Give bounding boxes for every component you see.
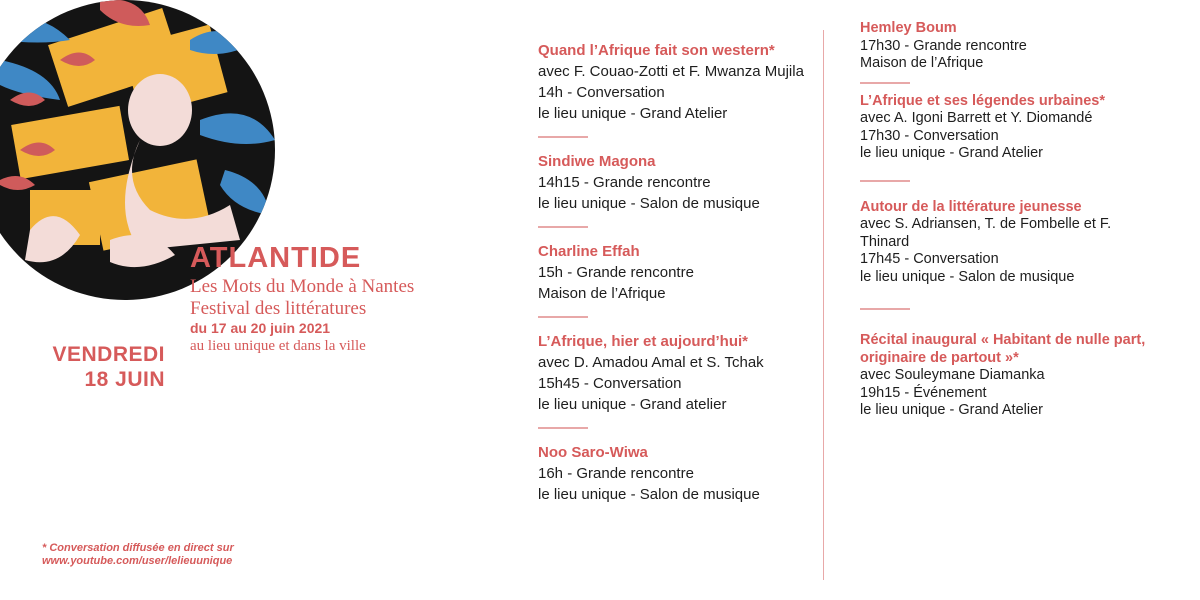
event-location: le lieu unique - Grand Atelier [860, 145, 1043, 161]
event-title: Hemley Boum [860, 20, 957, 36]
event-title: Autour de la littérature jeunesse [860, 198, 1082, 215]
event-item [860, 93, 1160, 163]
event-title: Charline Effah [538, 243, 640, 260]
event-divider [538, 316, 588, 318]
program-column-2 [860, 20, 1160, 420]
event-divider [860, 180, 910, 182]
program-column-1 [538, 40, 808, 505]
event-item [538, 241, 808, 304]
event-participants: avec A. Igoni Barrett et Y. Diomandé [860, 110, 1093, 126]
event-time: 17h30 - Conversation [860, 127, 999, 144]
event-divider [538, 136, 588, 138]
livestream-footnote [42, 542, 342, 568]
event-location: Maison de l’Afrique [538, 285, 666, 302]
event-title: L’Afrique et ses légendes urbaines* [860, 92, 1105, 109]
event-title: Sindiwe Magona [538, 153, 656, 170]
event-location: Maison de l’Afrique [860, 55, 984, 71]
event-time: 14h15 - Grande rencontre [538, 174, 711, 191]
event-participants: avec Souleymane Diamanka [860, 367, 1045, 383]
event-divider [538, 226, 588, 228]
festival-subtitle: Les Mots du Monde à Nantes [190, 276, 415, 297]
event-divider [860, 308, 910, 310]
event-location: le lieu unique - Salon de musique [860, 268, 1075, 285]
program-day: VENDREDI [52, 343, 165, 366]
festival-venue: au lieu unique et dans la ville [190, 338, 366, 354]
event-divider [538, 427, 588, 429]
event-location: le lieu unique - Grand Atelier [860, 402, 1043, 418]
event-item [538, 151, 808, 214]
column-divider [823, 30, 824, 580]
footnote-text: * Conversation diffusée en direct sur [42, 542, 234, 554]
event-item [860, 20, 1160, 73]
festival-dates: du 17 au 20 juin 2021 [190, 320, 331, 336]
event-title: Noo Saro-Wiwa [538, 444, 648, 461]
event-time: 17h45 - Conversation [860, 251, 999, 267]
footnote-url: www.youtube.com/user/lelieuunique [42, 555, 233, 567]
program-date [20, 342, 165, 392]
program-day-date: 18 JUIN [84, 368, 165, 391]
event-location: le lieu unique - Grand Atelier [538, 105, 728, 122]
event-item [538, 331, 808, 415]
event-location: le lieu unique - Salon de musique [538, 486, 760, 503]
event-participants: avec F. Couao-Zotti et F. Mwanza Mujila [538, 63, 804, 80]
event-divider [860, 82, 910, 84]
event-time: 15h45 - Conversation [538, 375, 682, 392]
event-item [860, 332, 1160, 420]
event-time: 16h - Grande rencontre [538, 465, 694, 482]
festival-type: Festival des littératures [190, 298, 367, 319]
event-item [860, 199, 1160, 287]
event-time: 19h15 - Événement [860, 384, 987, 401]
event-participants: avec S. Adriansen, T. de Fombelle et F. Thinard [860, 216, 1112, 250]
event-title: Quand l’Afrique fait son western* [538, 42, 775, 59]
event-item [538, 442, 808, 505]
event-item [538, 40, 808, 124]
festival-title: ATLANTIDE [190, 242, 362, 274]
event-time: 17h30 - Grande rencontre [860, 37, 1027, 54]
event-location: le lieu unique - Grand atelier [538, 396, 727, 413]
event-time: 15h - Grande rencontre [538, 264, 694, 281]
event-title: L’Afrique, hier et aujourd’hui* [538, 333, 749, 350]
event-participants: avec D. Amadou Amal et S. Tchak [538, 354, 764, 371]
event-location: le lieu unique - Salon de musique [538, 195, 760, 212]
event-time: 14h - Conversation [538, 84, 665, 101]
festival-branding [190, 240, 520, 355]
event-title: Récital inaugural « Habitant de nulle part, originaire de partout »* [860, 332, 1146, 366]
